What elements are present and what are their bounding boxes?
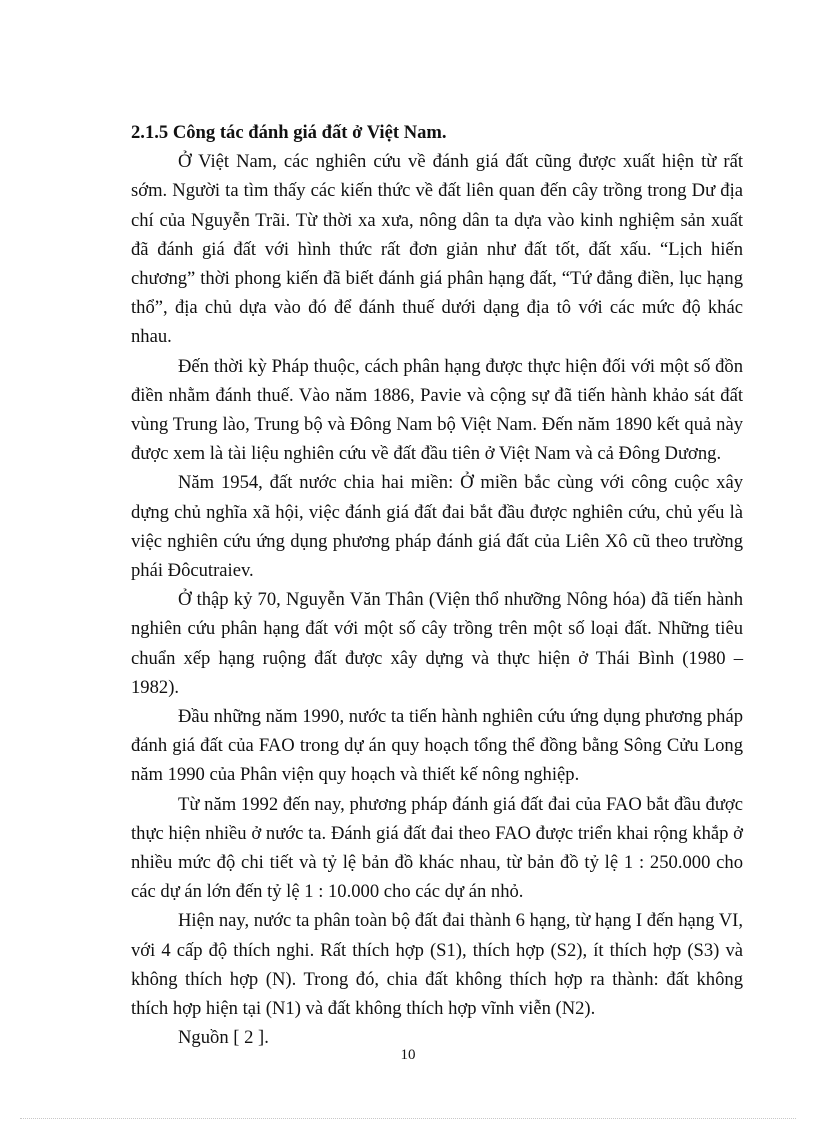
page-bottom-edge <box>20 1118 796 1119</box>
paragraph-1992-fao: Từ năm 1992 đến nay, phương pháp đánh giá đất đai của FAO bắt đầu được thực hiện nhiều ở nước ta. Đánh giá đất đai theo FAO được triển khai rộng khắp ở nhiều mức độ chi tiết và tỷ lệ bản đồ khác nhau, từ bản đồ tỷ lệ 1 : 250.000 cho các dự án lớn đến tỷ lệ 1 : 10.000 cho các dự án nhỏ. <box>131 793 743 903</box>
paragraph-1970s: Ở thập kỷ 70, Nguyễn Văn Thân (Viện thổ nhưỡng Nông hóa) đã tiến hành nghiên cứu phân hạng đất với một số cây trồng trên một số loại đất. Những tiêu chuẩn xếp hạng ruộng đất được xây dựng và thực hiện ở Thái Bình (1980 – 1982). <box>131 589 743 698</box>
paragraph-current-classification: Hiện nay, nước ta phân toàn bộ đất đai thành 6 hạng, từ hạng I đến hạng VI, với 4 cấp độ thích nghi. Rất thích hợp (S1), thích hợp (S2), ít thích hợp (S3) và không thích hợp (N). Trong đó, chia đất không thích hợp ra thành: đất không thích hợp hiện tại (N1) và đất không thích hợp vĩnh viễn (N2). <box>131 910 743 1020</box>
paragraph-french-colonial: Đến thời kỳ Pháp thuộc, cách phân hạng được thực hiện đối với một số đồn điền nhằm đánh thuế. Vào năm 1886, Pavie và cộng sự đã tiến hành khảo sát đất vùng Trung lào, Trung bộ và Đông Nam bộ Việt Nam. Đến năm 1890 kết quả này được xem là tài liệu nghiên cứu về đất đầu tiên ở Việt Nam và cả Đông Dương. <box>131 355 743 465</box>
section-heading: 2.1.5 Công tác đánh giá đất ở Việt Nam. <box>131 122 447 143</box>
paragraph-1990s: Đầu những năm 1990, nước ta tiến hành nghiên cứu ứng dụng phương pháp đánh giá đất của FAO trong dự án quy hoạch tổng thể đồng bằng Sông Cửu Long năm 1990 của Phân viện quy hoạch và thiết kế nông nghiệp. <box>131 706 743 786</box>
source-citation: Nguồn [ 2 ]. <box>178 1027 269 1049</box>
page-number: 10 <box>400 1047 416 1063</box>
paragraph-1954: Năm 1954, đất nước chia hai miền: Ở miền bắc cùng với công cuộc xây dựng chủ nghĩa xã hội, việc đánh giá đất đai bắt đầu được nghiên cứu, chủ yếu là việc nghiên cứu ứng dụng phương pháp đánh giá đất của Liên Xô cũ theo trường phái Đôcutraiev. <box>131 472 743 582</box>
paragraph-intro: Ở Việt Nam, các nghiên cứu về đánh giá đất cũng được xuất hiện từ rất sớm. Người ta tìm thấy các kiến thức về đất liên quan đến cây trồng trong Dư địa chí của Nguyễn Trãi. Từ thời xa xưa, nông dân ta dựa vào kinh nghiệm sản xuất đã đánh giá đất với hình thức rất đơn giản như đất tốt, đất xấu. “Lịch hiến chương” thời phong kiến đã biết đánh giá phân hạng đất, “Tứ đẳng điền, lục hạng thổ”, địa chủ dựa vào đó để đánh thuế dưới dạng địa tô với các mức độ khác nhau. <box>131 151 743 348</box>
page-content <box>131 118 743 1053</box>
